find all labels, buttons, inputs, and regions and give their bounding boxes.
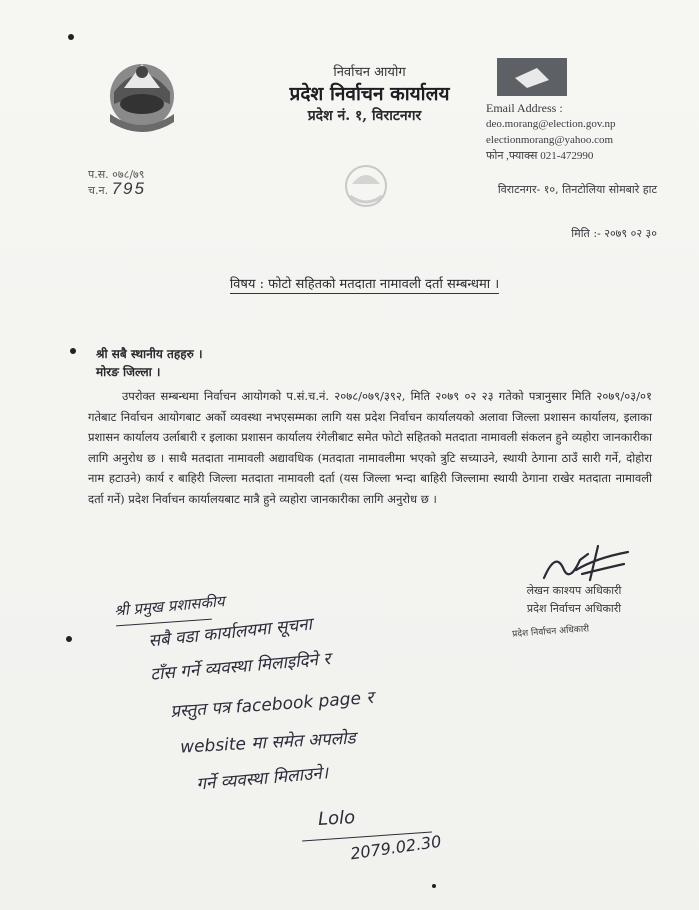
faint-emblem-watermark: [336, 160, 396, 212]
handwritten-line-2: सबै वडा कार्यालयमा सूचना: [147, 614, 313, 652]
addressee-block: [96, 345, 203, 381]
addressee-line-2: मोरङ जिल्ला ।: [96, 365, 161, 379]
letter-body: उपरोक्त सम्बन्धमा निर्वाचन आयोगको प.सं.च.नं. २०७८/०७९/३९२, मिति २०७९ ०२ २३ गतेको पत्रानुसार मिति २०७९/०३/०१ गतेबाट निर्वाचन आयोगबाट अर्को व्यवस्था नभएसम्मका लागि यस प्रदेश निर्वाचन कार्यालयको अलावा जिल्ला प्रशासन कार्यालय, इलाका प्रशासन कार्यालय उर्लाबारी र इलाका प्रशासन कार्यालय रंगेलीबाट समेत फोटो सहितको मतदाता नामावली संकलन हुने व्यहोरा जानकारीका लागि अनुरोध छ । साथै मतदाता नामावली अद्यावधिक (मतदाता नामावलीमा भएको त्रुटि सच्याउने, स्थायी ठेगाना ठाउँ सारी गर्ने, दोहोरा नाम हटाउने) कार्य र बाहिरी जिल्ला मतदाता नामावली दर्ता (यस जिल्ला भन्दा बाहिरी जिल्लामा स्थायी ठेगाना राखेर मतदाता नामावली दर्ता गर्ने) प्रदेश निर्वाचन कार्यालयबाट मात्रै हुने व्यहोरा जानकारीका लागि अनुरोध छ ।: [88, 389, 652, 506]
letter-subject: [0, 274, 699, 292]
commission-name: निर्वाचन आयोग: [333, 65, 406, 80]
handwritten-line-1: श्री प्रमुख प्रशासकीय: [113, 592, 226, 620]
handwritten-date: 2079.02.30: [349, 831, 443, 864]
signatory-block: [494, 582, 654, 618]
contact-block: [486, 100, 615, 164]
ps-number: प.स. ०७८/७९: [88, 168, 145, 181]
handwritten-line-4: प्रस्तुत पत्र facebook page र: [169, 687, 374, 723]
handwritten-signature: Lolo: [317, 807, 356, 830]
office-location: विराटनगर- १०, तिनटोलिया सोमबारे हाट: [497, 183, 657, 196]
chana-number: 795: [111, 179, 146, 198]
subject-text: विषय : फोटो सहितको मतदाता नामावली दर्ता सम्बन्धमा ।: [229, 277, 500, 292]
envelope-icon: [497, 58, 567, 96]
binder-hole-mark: [70, 348, 76, 354]
handwritten-line-5: website मा समेत अपलोड: [179, 728, 357, 758]
email-address-1: deo.morang@election.gov.np: [486, 118, 616, 130]
official-stamp: प्रदेश निर्वाचन अधिकारी: [511, 624, 590, 640]
binder-hole-mark: [68, 34, 74, 40]
office-name: प्रदेश निर्वाचन कार्यालय: [289, 83, 450, 105]
signatory-title: प्रदेश निर्वाचन अधिकारी: [526, 602, 622, 615]
signatory-name: लेखन काश्यप अधिकारी: [526, 584, 622, 597]
officer-signature: [536, 540, 636, 586]
binder-hole-mark: [66, 636, 72, 642]
letter-date: मिति :- २०७९ ०२ ३०: [571, 227, 657, 240]
handwritten-line-3: टाँस गर्ने व्यवस्था मिलाइदिने र: [149, 649, 332, 685]
addressee-line-1: श्री सबै स्थानीय तहहरु ।: [96, 347, 203, 361]
province-address: प्रदेश नं. १, विराटनगर: [307, 108, 422, 124]
reference-block: [88, 168, 146, 198]
chana-label: च.न.: [88, 184, 109, 197]
email-label: Email Address :: [486, 101, 563, 115]
phone-fax: फोन ,फ्याक्स 021-472990: [486, 150, 594, 162]
email-address-2: electionmorang@yahoo.com: [486, 134, 614, 146]
page-mark: [432, 884, 436, 888]
handwritten-line-6: गर्ने व्यवस्था मिलाउने।: [195, 763, 329, 795]
